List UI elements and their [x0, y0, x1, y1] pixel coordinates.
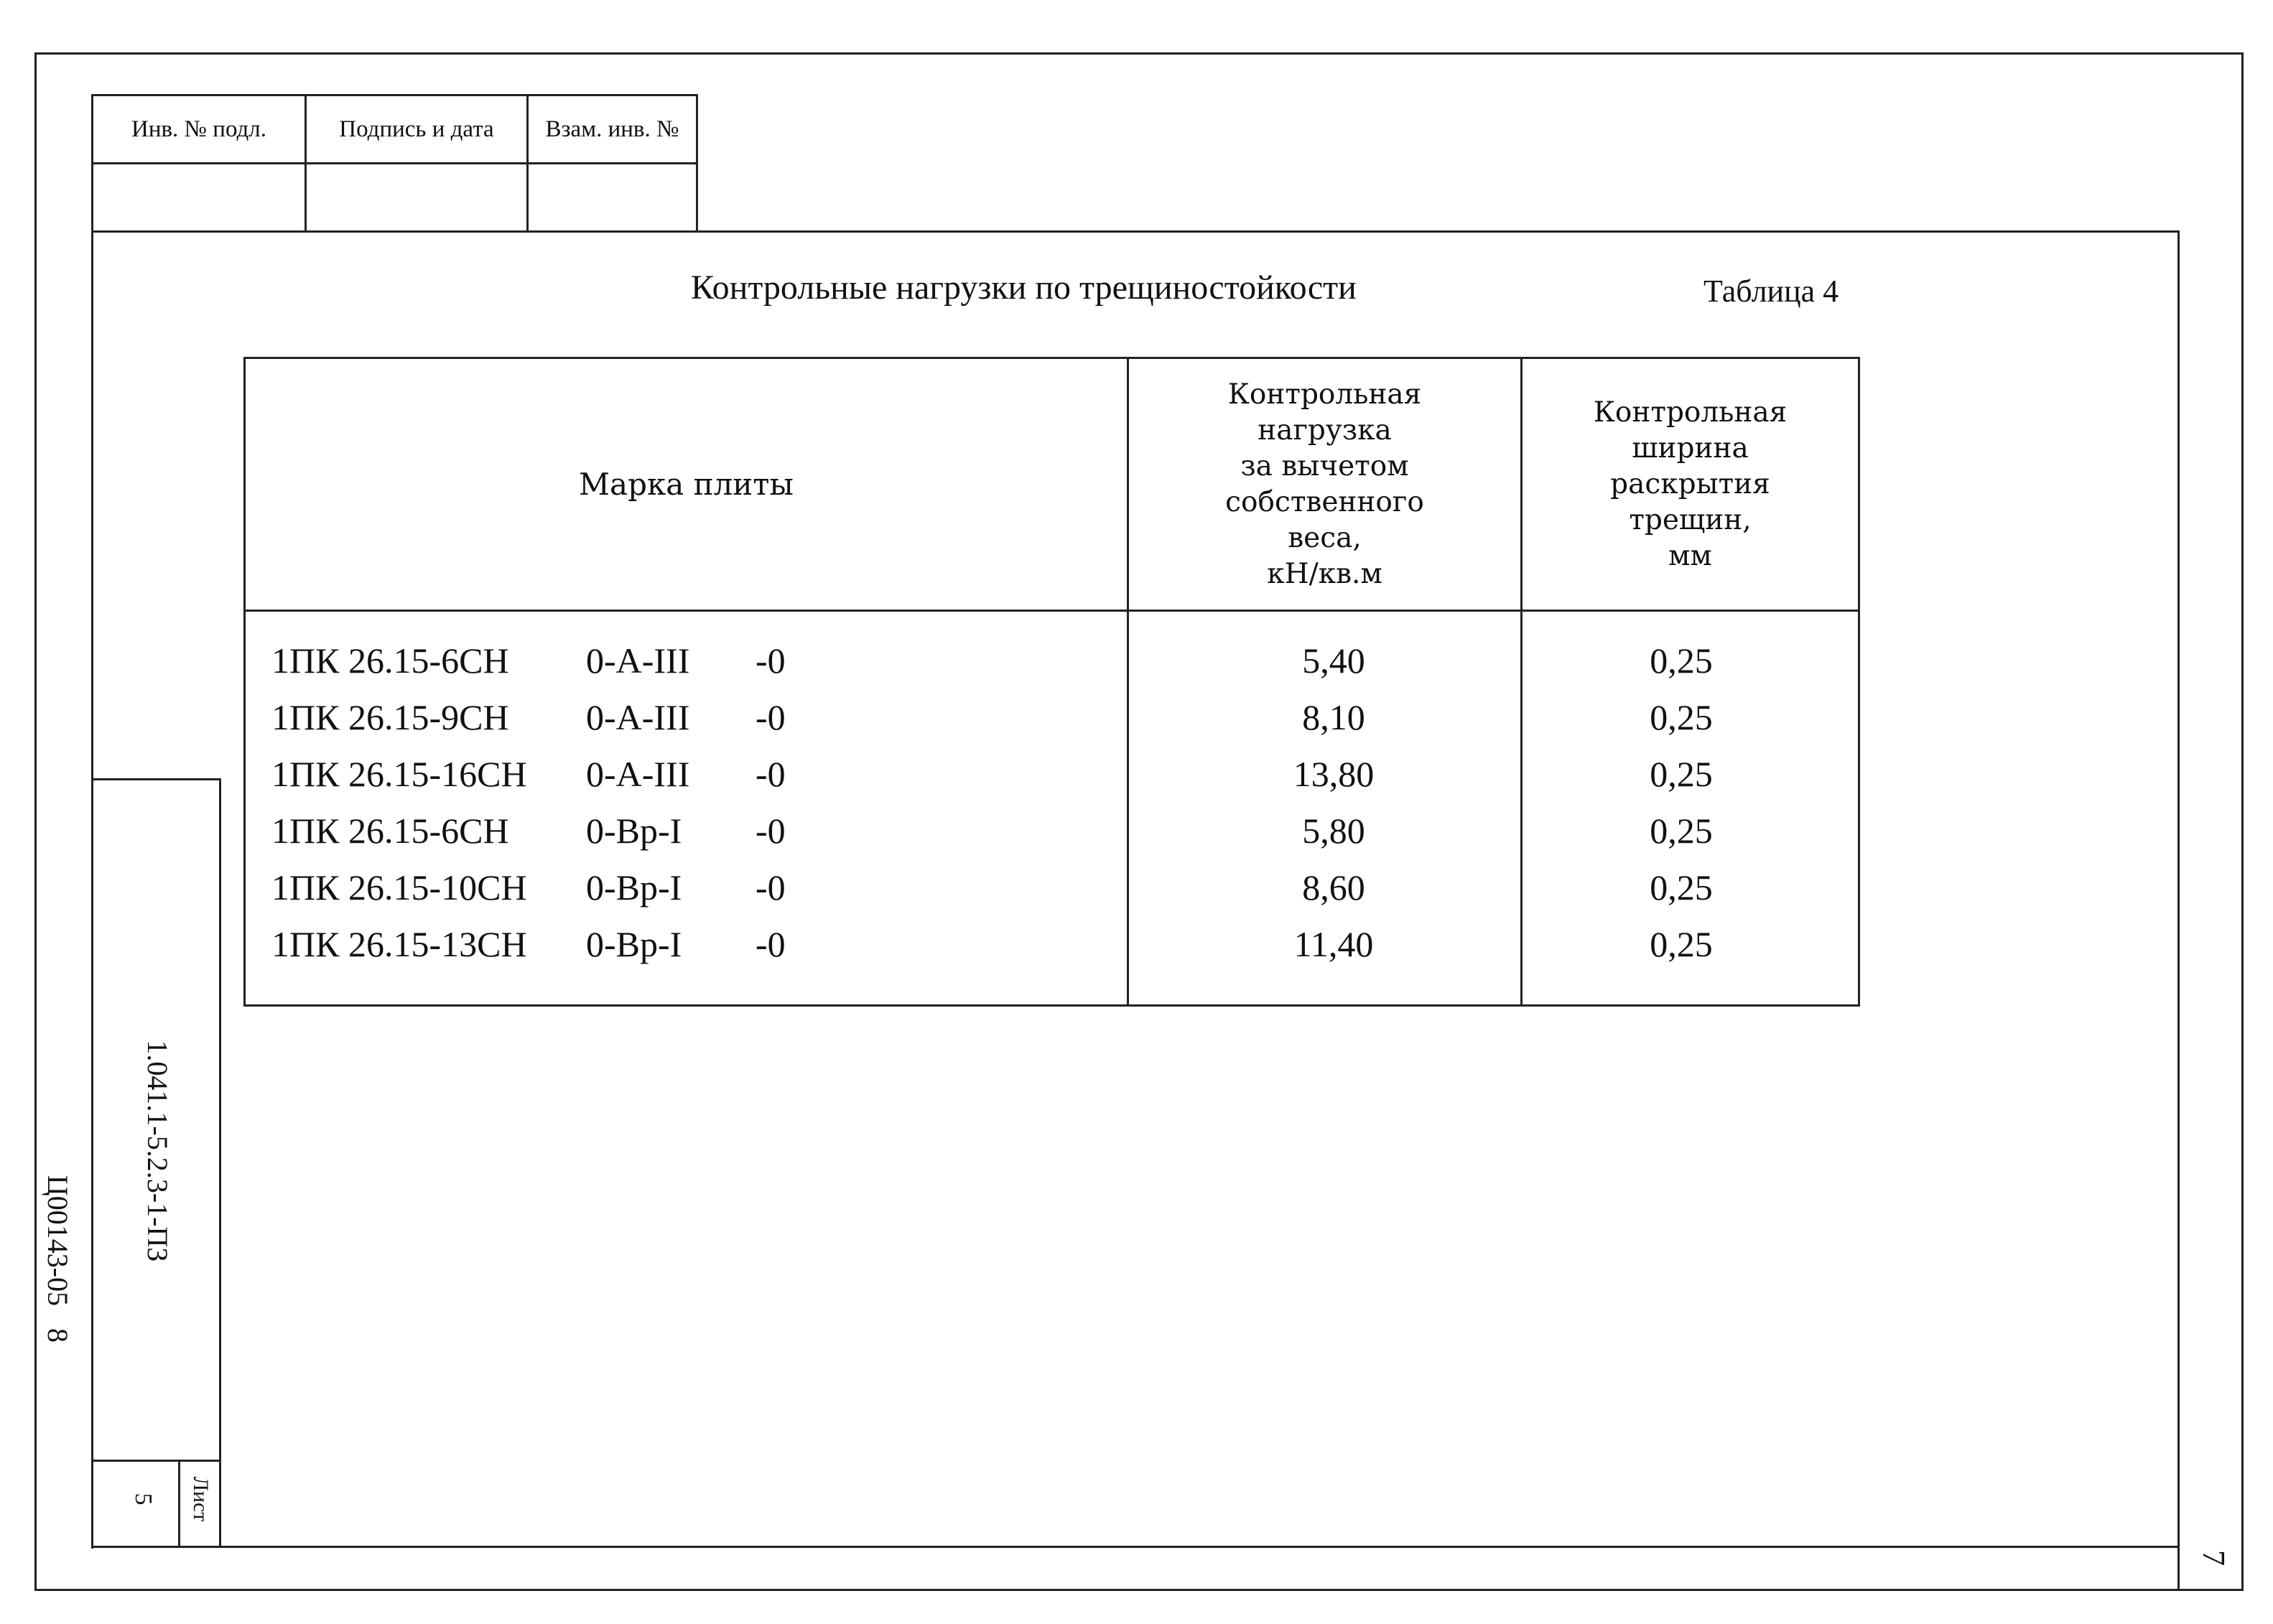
- cell-mark: 1ПК 26.15-16СН: [271, 754, 527, 794]
- cell-steel: 0-А-III: [586, 697, 690, 737]
- margin-number: 8: [42, 1328, 74, 1343]
- side-block-top: [93, 778, 221, 780]
- cell-load: 8,10: [1302, 697, 1365, 737]
- cell-width: 0,25: [1650, 697, 1713, 737]
- side-block-sheet-divider: [178, 1460, 180, 1548]
- cell-steel: 0-Вр-I: [586, 924, 682, 964]
- side-block-sheet-top: [93, 1460, 221, 1462]
- table-border-bottom: [243, 1004, 1860, 1007]
- document-code: 1.041.1-5.2.3-1-ПЗ: [141, 1040, 174, 1262]
- stamp-header-inv: Инв. № подл.: [131, 116, 267, 142]
- outer-border-right: [2241, 52, 2244, 1591]
- cell-mark: 1ПК 26.15-10СН: [271, 867, 527, 907]
- outer-border-bottom: [34, 1589, 2244, 1591]
- sheet-number: 5: [130, 1493, 157, 1506]
- inner-frame-top: [91, 230, 2180, 233]
- outer-border-left: [34, 52, 37, 1591]
- cell-mark: 1ПК 26.15-6СН: [271, 811, 509, 851]
- stamp-header-signature: Подпись и дата: [339, 116, 494, 142]
- cell-mark: 1ПК 26.15-9СН: [271, 697, 509, 737]
- stamp-mid: [91, 162, 698, 164]
- cell-width: 0,25: [1650, 640, 1713, 681]
- stamp-header-replace: Взам. инв. №: [545, 116, 679, 142]
- cell-steel: 0-А-III: [586, 754, 690, 794]
- cell-width: 0,25: [1650, 811, 1713, 851]
- cell-load: 5,80: [1302, 811, 1365, 851]
- cell-mark: 1ПК 26.15-13СН: [271, 924, 527, 964]
- table-label: Таблица 4: [1703, 274, 1839, 309]
- cell-suffix: -0: [756, 640, 786, 681]
- cell-suffix: -0: [756, 867, 786, 907]
- cell-width: 0,25: [1650, 867, 1713, 907]
- cell-width: 0,25: [1650, 924, 1713, 964]
- cell-load: 5,40: [1302, 640, 1365, 681]
- inner-frame-left: [91, 95, 93, 1549]
- cell-mark: 1ПК 26.15-6СН: [271, 640, 509, 681]
- cell-suffix: -0: [756, 924, 786, 964]
- table-border-right: [1858, 357, 1860, 1007]
- page-title: Контрольные нагрузки по трещиностойкости: [691, 269, 1357, 307]
- page-number: 7: [2196, 1550, 2231, 1566]
- column-header-mark: Марка плиты: [579, 466, 794, 502]
- cell-steel: 0-А-III: [586, 640, 690, 681]
- cell-steel: 0-Вр-I: [586, 867, 682, 907]
- stamp-right: [696, 94, 698, 232]
- cell-load: 13,80: [1293, 754, 1375, 794]
- cell-suffix: -0: [756, 754, 786, 794]
- cell-width: 0,25: [1650, 754, 1713, 794]
- cell-suffix: -0: [756, 697, 786, 737]
- cell-load: 11,40: [1293, 924, 1374, 964]
- column-header-crack-width: Контрольная ширина раскрытия трещин, мм: [1593, 396, 1788, 572]
- inner-frame-bottom: [91, 1546, 2180, 1548]
- cell-steel: 0-Вр-I: [586, 811, 682, 851]
- sheet-label: Лист: [189, 1476, 213, 1522]
- inner-frame-right: [2177, 230, 2180, 1591]
- margin-code: Ц00143-05: [42, 1175, 74, 1307]
- outer-border-top: [34, 52, 2244, 55]
- side-block-right: [219, 778, 221, 1548]
- table-header-separator: [243, 610, 1860, 612]
- cell-load: 8,60: [1302, 867, 1365, 907]
- cell-suffix: -0: [756, 811, 786, 851]
- column-header-load: Контрольная нагрузка за вычетом собственного веса, кН/кв.м: [1225, 378, 1424, 590]
